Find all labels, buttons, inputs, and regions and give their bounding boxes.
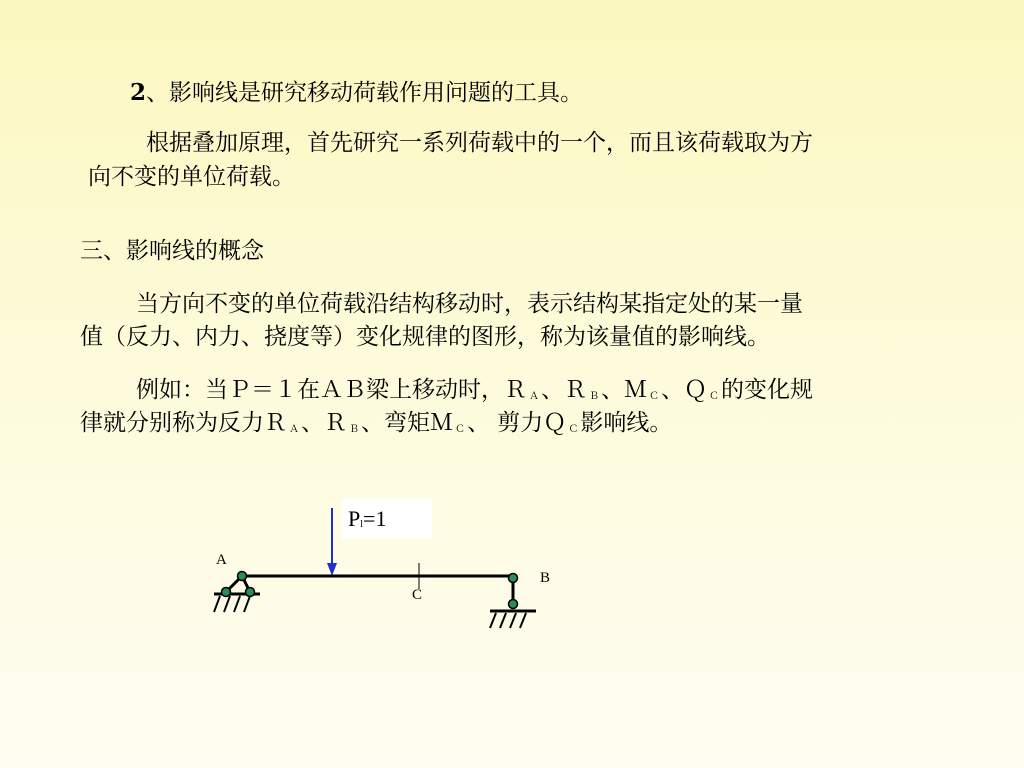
section3-para-line1: 当方向不变的单位荷载沿结构移动时，表示结构某指定处的某一量	[136, 291, 803, 317]
example1-text-d: 、Ｑ	[661, 377, 707, 403]
example1-sub-a: Ａ	[529, 391, 539, 402]
example1-r: Ｒ	[504, 377, 527, 403]
label-c: C	[412, 587, 423, 603]
example1-text-e: 的变化规	[721, 377, 813, 403]
example2-text-c: 、弯矩Ｍ	[361, 410, 453, 436]
example1-sub-c: Ｃ	[649, 391, 659, 402]
label-a: A	[216, 552, 227, 568]
support-a	[214, 572, 260, 613]
example1-text-c: 、Ｍ	[601, 377, 647, 403]
example2-text-b: 、Ｒ	[301, 410, 347, 436]
example2-sub-c: Ｃ	[455, 424, 465, 435]
load-label-sub: l	[360, 519, 364, 530]
section2-para-line2: 向不变的单位荷载。	[88, 164, 295, 190]
example2-sub-a: Ａ	[289, 424, 299, 435]
load-label-eq: =1	[363, 506, 387, 531]
example1-sub-b: Ｂ	[589, 391, 599, 402]
section2-title-text: 、影响线是研究移动荷载作用问题的工具。	[146, 80, 584, 106]
support-b	[490, 574, 536, 629]
load-label-p: P	[348, 506, 361, 531]
example1-sub-c2: Ｃ	[709, 391, 719, 402]
section2-number: 2	[130, 79, 147, 106]
label-b: B	[540, 570, 551, 586]
example2-text-a: 律就分别称为反力Ｒ	[80, 410, 287, 436]
example2-text-e: 影响线。	[580, 410, 673, 436]
example1-text-b: 、Ｒ	[541, 377, 587, 403]
example2-text-d: 、 剪力Ｑ	[467, 410, 567, 436]
section2-para-line1: 根据叠加原理，首先研究一系列荷载中的一个，而且该荷载取为方	[146, 130, 813, 156]
section3-title: 三、影响线的概念	[80, 238, 264, 264]
section3-para-line2: 值（反力、内力、挠度等）变化规律的图形，称为该量值的影响线。	[80, 324, 770, 350]
example2-sub-b: Ｂ	[349, 424, 359, 435]
example1-text-a: 例如：当Ｐ＝１在ＡＢ梁上移动时，	[136, 377, 504, 403]
example2-sub-c2: Ｃ	[568, 424, 579, 435]
load-arrowhead	[327, 563, 337, 576]
